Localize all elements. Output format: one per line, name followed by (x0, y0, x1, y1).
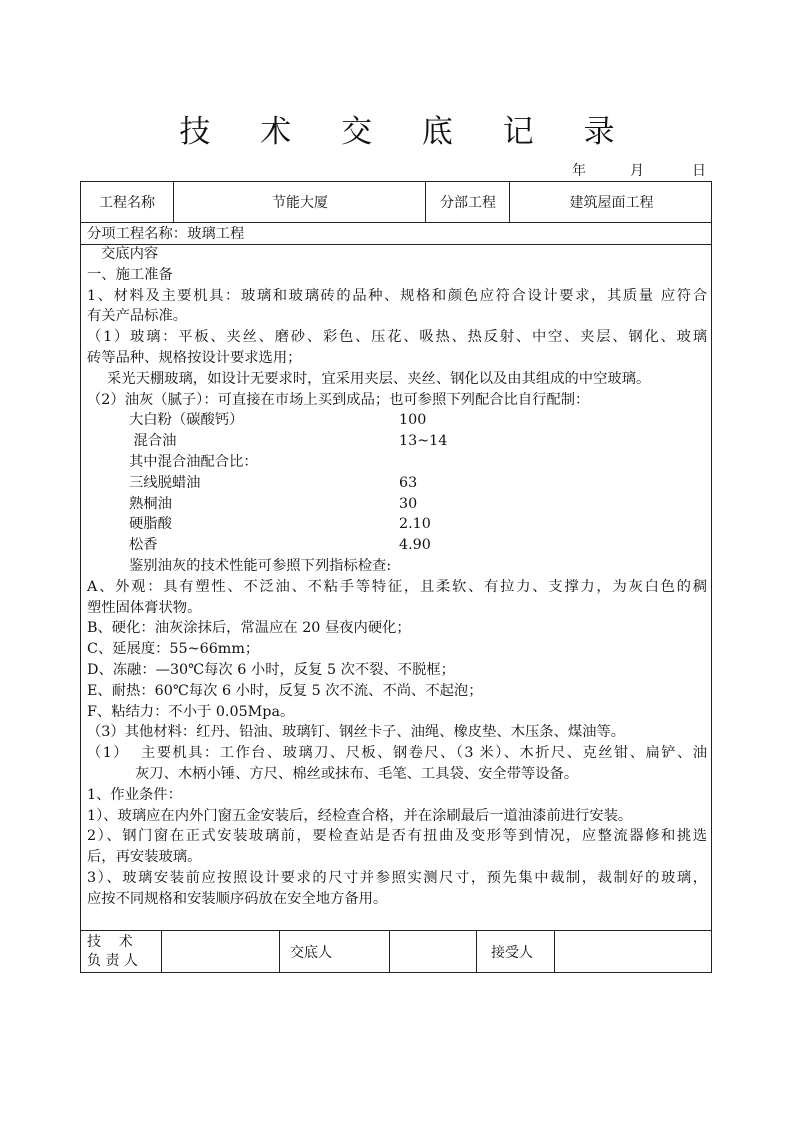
ratio-row (87, 473, 707, 493)
signature-row (80, 930, 712, 973)
content-line: C、延展度：55~66mm； (87, 641, 260, 658)
content-line: 灰刀、木柄小锤、方尺、棉丝或抹布、毛笔、工具袋、安全带等设备。 (135, 766, 579, 782)
ratio-value: 63 (399, 474, 418, 491)
ratio-name: 大白粉（碳酸钙） (129, 412, 244, 429)
header-row (80, 181, 712, 223)
content-line: 鉴别油灰的技术性能可参照下列指标检查: (129, 558, 392, 574)
receiver-value[interactable] (554, 931, 713, 972)
ratio-name: 三线脱蜡油 (129, 474, 201, 491)
ratio-value: 13~14 (399, 433, 448, 450)
project-label: 工程名称 (99, 195, 155, 211)
ratio-name: 混合油 (129, 433, 177, 450)
tech-lead-label (81, 931, 167, 972)
date-year: 年 (572, 163, 586, 179)
ratio-value: 2.10 (399, 516, 431, 533)
tech-lead-label-b: 负 责 人 (87, 952, 138, 969)
content-line: 后，再安装玻璃。 (87, 849, 202, 866)
content-line: （1） 主要机具：工作台、玻璃刀、尺板、钢卷尺、（3 米）、木折尺、克丝钳、扁铲、油 (87, 745, 707, 762)
content-line: 1、材料及主要机具：玻璃和玻璃砖的品种、规格和颜色应符合设计要求，其质量 应符合 (87, 287, 707, 304)
ratio-value: 4.90 (399, 537, 431, 554)
content-line: 其中混合油配合比： (129, 454, 258, 470)
sub-item-name: 分项工程名称：玻璃工程 (87, 226, 245, 242)
content-line: 应按不同规格和安装顺序码放在安全地方备用。 (87, 890, 388, 907)
ratio-value: 100 (399, 412, 427, 429)
content-line: D、冻融：—30℃每次 6 小时，反复 5 次不裂、不脱框； (87, 662, 455, 678)
discloser-value[interactable] (389, 931, 477, 972)
tech-lead-label-a: 技 术 (87, 933, 133, 950)
date-month: 月 (630, 163, 644, 179)
content-line: （3）其他材料：红丹、铅油、玻璃钉、钢丝卡子、油绳、橡皮垫、木压条、煤油等。 (87, 724, 626, 741)
ratio-row (87, 410, 707, 430)
content-line: 1、作业条件： (87, 786, 182, 803)
ratio-row (87, 535, 707, 555)
ratio-name: 硬脂酸 (129, 516, 172, 533)
ratio-row (87, 431, 707, 451)
content-line: 交底内容 (101, 246, 159, 262)
division-label: 分部工程 (425, 182, 510, 222)
content-line: E、耐热：60℃每次 6 小时，反复 5 次不流、不尚、不起泡； (87, 682, 483, 699)
ratio-row (87, 494, 707, 514)
content-line: 塑性固体膏状物。 (87, 599, 202, 616)
ratio-name: 熟桐油 (129, 495, 172, 512)
content-line: 有关产品标准。 (87, 308, 188, 325)
discloser-label: 交底人 (279, 931, 400, 972)
content-cell (80, 244, 712, 931)
ratio-name: 松香 (129, 537, 158, 554)
sub-item-row (80, 222, 712, 245)
content-line: A、外观：具有塑性、不泛油、不粘手等特征，且柔软、有拉力、支撑力，为灰白色的稠 (87, 578, 707, 595)
content-line: F、粘结力：不小于 0.05Mpa。 (87, 703, 295, 720)
content-line: （2）油灰（腻子）：可直接在市场上买到成品；也可参照下列配合比自行配制： (87, 391, 590, 408)
content-line: 采光天棚玻璃，如设计无要求时，宜采用夹层、夹丝、钢化以及由其组成的中空玻璃。 (107, 370, 651, 387)
content-line: 砖等品种、规格按设计要求选用； (87, 350, 302, 366)
document-title: 技 术 交 底 记 录 (179, 114, 635, 150)
content-line: 1）、玻璃应在内外门窗五金安装后，经检查合格，并在涂刷最后一道油漆前进行安装。 (87, 807, 633, 824)
content-line: （1）玻璃：平板、夹丝、磨砂、彩色、压花、吸热、热反射、中空、夹层、钢化、玻璃 (87, 329, 707, 346)
content-line: 一、施工准备 (87, 266, 173, 283)
content-line: 2）、钢门窗在正式安装玻璃前，要检查站是否有扭曲及变形等到情况，应整流器修和挑选 (87, 828, 707, 845)
division-value: 建筑屋面工程 (509, 182, 713, 222)
project-value: 节能大厦 (173, 182, 426, 222)
content-line: B、硬化：油灰涂抹后，常温应在 20 昼夜内硬化； (87, 620, 411, 637)
ratio-value: 30 (399, 495, 418, 512)
ratio-row (87, 514, 707, 534)
content-line: 3）、玻璃安装前应按照设计要求的尺寸并参照实测尺寸，预先集中裁制，裁制好的玻璃， (87, 870, 707, 886)
date-day: 日 (692, 163, 706, 179)
tech-lead-value[interactable] (161, 931, 280, 972)
receiver-label: 接受人 (476, 931, 569, 972)
